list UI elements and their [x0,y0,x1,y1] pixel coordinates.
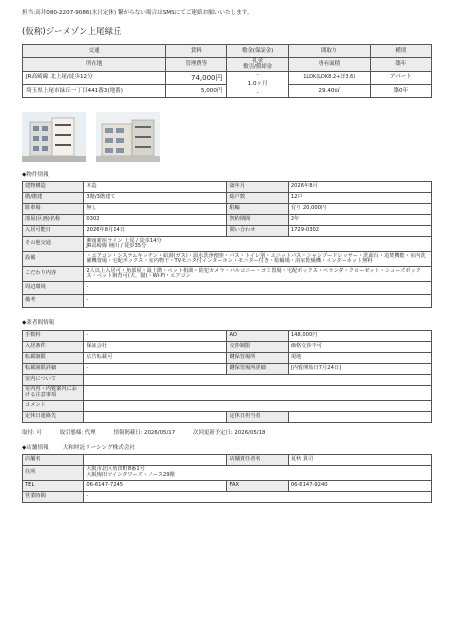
info-key: 備考 [23,295,84,308]
age-value: 築0年 [370,84,431,97]
agent-key: AD [227,330,288,341]
holiday-value [288,411,431,422]
other-transport-cell [84,237,432,252]
summary-table [22,44,432,98]
other-transport-2: JR高崎線 桶川 / 徒歩35分 [86,243,147,250]
info-value: 12戸 [288,193,431,204]
shop-key: 営業時間 [23,492,84,503]
transaction-mode: 取引態様: 代理 [59,429,96,436]
table-row [23,385,432,400]
info-key: その他交通 [23,237,84,252]
agent-value: - [84,363,227,374]
table-row [23,295,432,308]
posted-date: 情報掲載日: 2026/05/17 [113,429,176,436]
agent-key: 転載制限詳細 [23,363,84,374]
agent-key: 鍵保管場所詳細 [227,363,288,374]
agent-value: 広告転載可 [84,352,227,363]
info-value: 無し [84,204,227,215]
traffic-value: JR高崎線 北上尾/徒歩12分 [23,71,166,84]
agent-key: 鍵保管場所 [227,352,288,363]
table-row [23,215,432,226]
agent-key: 室内について [23,374,84,385]
amortization-value: - [256,90,259,97]
photo-strip [22,112,432,162]
info-key: 総戸数 [227,193,288,204]
preview-note-value [84,385,432,400]
header-traffic: 交通 [23,45,166,58]
agent-key: 入居条件 [23,341,84,352]
header-area: 専有面積 [288,58,370,71]
comment-value [84,400,432,411]
other-transport-1: 湘南新宿ライン 上尾 / 徒歩14分 [86,237,162,244]
table-row [23,193,432,204]
table-row [23,492,432,503]
agent-value: 現地 [288,352,431,363]
type-value: アパート [370,71,431,84]
shop-key: 店舗名 [23,455,84,466]
table-row [23,352,432,363]
address-value: 埼玉県上尾市緑丘一丁目441番3(地番) [23,84,166,97]
header-layout: 間取り [288,45,370,58]
layout-value: 1LDK(LDK8.2+洋3.6) [288,71,370,84]
shop-company: 大和財託リーシング株式会社 [62,444,136,451]
table-row [23,204,432,215]
info-key: 周辺環境 [23,282,84,295]
agent-key: 手数料 [23,330,84,341]
shop-key: TEL [23,481,84,492]
table-row [23,252,432,267]
deposit-cell [227,71,288,97]
info-key: こだわり内容 [23,267,84,282]
surroundings-value: - [84,282,432,295]
info-value: 2026年8月14日 [84,226,227,237]
agent-key: 交渉制限 [227,341,288,352]
shop-info-table [22,454,432,503]
shop-key: 店舗責任者名 [227,455,288,466]
feature-value: 2人以上入居可・角部屋・最上階・ペット相談・防犯カメラ・バルコニー・ゴミ置場・宅配ボックス・ベランダ・クローゼット・シューズボックス・ペット飼育可(犬、猫)・Wi-Fi・エアコン [84,267,432,282]
info-value: 1729-0302 [288,226,431,237]
hours-value: - [84,492,432,503]
area-value: 29.40㎡ [288,84,370,97]
next-update-date: 次回更新予定日: 2026/05/18 [193,429,266,436]
info-key: 入居可能日 [23,226,84,237]
shop-address-cell [84,466,432,481]
table-row [23,411,432,422]
table-row [23,400,432,411]
header-keymoney [227,58,288,71]
agent-value: 148,000円 [288,330,431,341]
info-key: 築年月 [227,182,288,193]
table-row [23,481,432,492]
table-row [23,330,432,341]
building-photo-1[interactable] [22,112,86,162]
table-row [23,341,432,352]
rent-value: 74,000円 [166,71,227,84]
header-keymoney-label: 礼金 [252,58,264,65]
info-value: 3階/3階建て [84,193,227,204]
deposit-value: - [256,71,259,78]
mgmt-value: 5,000円 [166,84,227,97]
shop-address-1: 大阪市北区角田町8番1号 [86,466,145,473]
shop-address-2: 大阪梅田ツインタワーズ・ノース29階 [86,472,175,479]
header-rent: 賃料 [166,45,227,58]
info-key: 部屋(区画)名称 [23,215,84,226]
info-key: 建物構造 [23,182,84,193]
manager-value: 夏秋 貴司 [288,455,431,466]
table-row [23,237,432,252]
keymoney-value: 1.0ヶ月 [247,81,268,88]
info-key: 階/階建 [23,193,84,204]
tel-value: 06-6147-7245 [84,481,227,492]
table-row [23,226,432,237]
header-type: 種別 [370,45,431,58]
header-address: 所在地 [23,58,166,71]
contact-note: 担当:高井080-2207-9086(水日定休) 繋がらない場合はSMSにてご連絡お願いいたします。 [22,10,253,16]
agent-value: [内覧開始日7月24日] [288,363,431,374]
info-value: 木造 [84,182,227,193]
info-value: 有り 20,000円 [288,204,431,215]
header-mgmt: 管理費等 [166,58,227,71]
agent-info-heading: ◆業者間情報 [22,320,55,327]
equipment-value: ・エアコン・システムキッチン・給湯(ガス)・温水洗浄便座・バス・トイレ別・ユニットバス・シャンプードレッサー・洗面台・追焚機能・室内洗濯機置場・宅配ボックス・室内物干・TVモニタ付インターホン・モニター付き・駐輪場・浴室乾燥機・インターネット無料 [84,252,432,267]
table-row [23,282,432,295]
header-deposit: 敷金(保証金) [227,45,288,58]
contract-value [84,411,227,422]
info-key: 駐車場 [23,204,84,215]
info-value: 0302 [84,215,227,226]
property-info-heading: ◆物件情報 [22,171,49,178]
shop-heading-line [22,445,432,451]
table-row [23,455,432,466]
preview-value [84,374,432,385]
agent-key: 定休日担当者 [227,411,288,422]
fax-value: 06-6147-9240 [288,481,431,492]
shop-key: 住所 [23,466,84,481]
table-row [23,374,432,385]
remarks-value: - [84,295,432,308]
shop-name-value [84,455,227,466]
agent-value: 保証会社 [84,341,227,352]
table-row [23,363,432,374]
building-photo-2[interactable] [96,112,160,162]
property-info-table [22,181,432,308]
agent-value: - [84,330,227,341]
listing-meta-line [22,430,432,436]
table-row [23,466,432,481]
agent-key: 定休日連絡先 [23,411,84,422]
info-value: 2年 [288,215,431,226]
header-amortization-label: 敷引/償却金 [243,64,273,71]
info-key: 契約期間 [227,215,288,226]
agent-key: 室内内・内覧案内における注意事項 [23,385,84,400]
info-key: 問い合わせ [227,226,288,237]
info-value: 2026年8月 [288,182,431,193]
agent-key: コメント [23,400,84,411]
agent-key: 転載制限 [23,352,84,363]
shop-heading: ◆店舗情報 [22,444,49,451]
property-title: (仮称)ジーメゾン上尾緑丘 [22,27,122,38]
listing-permission: 取付: 可 [22,429,42,436]
agent-value: 価格交渉不可 [288,341,431,352]
info-key: 設備 [23,252,84,267]
table-row [23,267,432,282]
info-key: 駐輪 [227,204,288,215]
header-age: 築年 [370,58,431,71]
shop-key: FAX [227,481,288,492]
table-row [23,182,432,193]
agent-info-table [22,330,432,423]
